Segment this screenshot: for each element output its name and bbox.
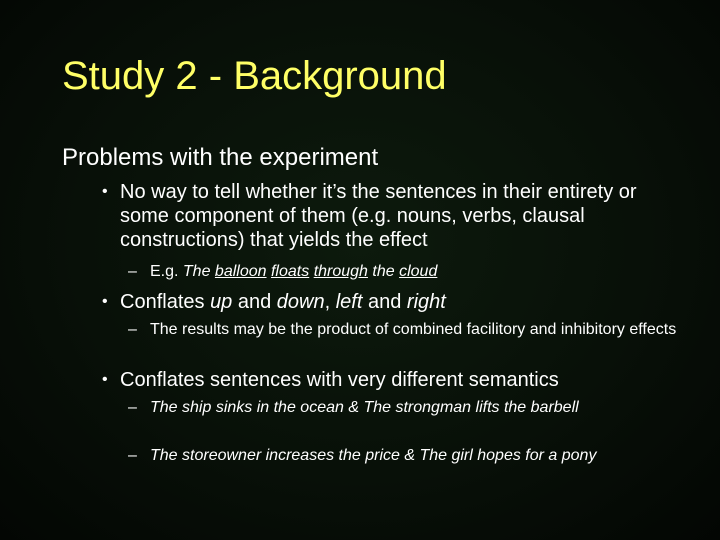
sub-text [150,262,688,282]
example-prefix: E.g. [150,263,183,280]
sub-results-product [128,320,688,340]
text-comma: , [324,291,336,313]
word-the-2: the [367,263,400,280]
sub-ship-strongman [128,398,648,418]
bullet-dot: • [102,371,108,388]
word-balloon: balloon [214,263,267,280]
sub-text: The results may be the product of combined facilitory and inhibitory effects [150,321,677,338]
word-left: left [335,291,363,313]
bullet-text [120,290,662,314]
text-conflates: Conflates [120,291,211,313]
bullet-dot: • [102,183,108,200]
bullet-text: Conflates sentences with very different semantics [120,369,559,391]
word-up: up [210,291,233,313]
bullet-conflates-directions [102,290,662,314]
word-the: The [182,263,215,280]
slide-title: Study 2 - Background [62,54,447,98]
sub-text: The storeowner increases the price & The girl hopes for a pony [150,447,597,464]
bullet-text: No way to tell whether it’s the sentences in their entirety or some component of them (e.g. nouns, verbs, clausal constructions) that yields the effect [120,181,637,251]
word-down: down [276,291,325,313]
sub-text: The ship sinks in the ocean & The strongman lifts the barbell [150,399,579,416]
dash-marker: – [128,447,137,464]
dash-marker: – [128,321,137,338]
word-floats: floats [270,263,310,280]
dash-marker: – [128,399,137,416]
word-right: right [406,291,446,313]
heading-problems: Problems with the experiment [62,144,379,171]
text-and: and [232,291,277,313]
bullet-dot: • [102,293,108,310]
dash-marker: – [128,263,137,280]
sub-storeowner-girl [128,446,668,466]
word-through: through [313,263,368,280]
sub-example-balloon [128,262,688,282]
text-and-2: and [362,291,407,313]
word-cloud: cloud [399,263,438,280]
bullet-conflates-semantics [102,368,662,392]
bullet-no-way-to-tell [102,180,662,252]
